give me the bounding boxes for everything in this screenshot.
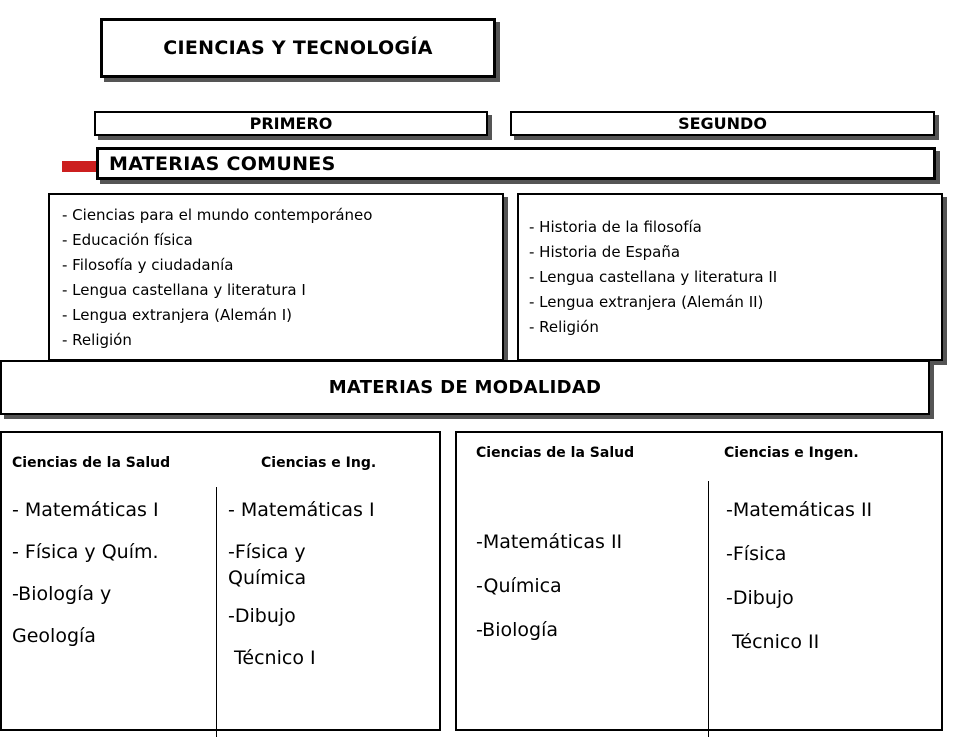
health-column-label: Ciencias de la Salud	[476, 445, 635, 461]
list-item: -Matemáticas II	[476, 531, 623, 553]
list-item: - Lengua extranjera (Alemán I)	[62, 306, 292, 324]
modality-second-panel	[455, 431, 943, 731]
list-item: - Física y Quím.	[12, 541, 159, 563]
list-item: - Matemáticas I	[228, 499, 375, 521]
column-divider	[708, 481, 709, 737]
list-item: -Física	[726, 543, 787, 565]
list-item: Química	[228, 567, 307, 589]
list-item: - Filosofía y ciudadanía	[62, 256, 234, 274]
common-first-list	[48, 193, 504, 361]
list-item: - Religión	[62, 331, 132, 349]
list-item: - Ciencias para el mundo contemporáneo	[62, 206, 373, 224]
list-item: - Educación física	[62, 231, 193, 249]
common-subjects-heading: MATERIAS COMUNES	[96, 147, 936, 180]
list-item: -Dibujo	[228, 605, 296, 627]
list-item: -Matemáticas II	[726, 499, 873, 521]
health-subject-list	[12, 489, 159, 657]
list-item: - Religión	[529, 318, 599, 336]
list-item: Técnico II	[726, 631, 820, 653]
page-title: CIENCIAS Y TECNOLOGÍA	[100, 18, 496, 78]
list-item: - Lengua extranjera (Alemán II)	[529, 293, 764, 311]
engineering-subject-list	[228, 489, 375, 679]
list-item: -Biología y	[12, 583, 112, 605]
year-first-header: PRIMERO	[94, 111, 488, 136]
health-column-label: Ciencias de la Salud	[12, 455, 171, 471]
list-item: -Dibujo	[726, 587, 794, 609]
list-item: -Biología	[476, 619, 559, 641]
list-item: -Química	[476, 575, 562, 597]
engineering-column-label: Ciencias e Ingen.	[724, 445, 859, 461]
engineering-subject-list	[726, 488, 872, 664]
list-item: - Historia de España	[529, 243, 681, 261]
list-item: - Matemáticas I	[12, 499, 159, 521]
list-item: - Lengua castellana y literatura II	[529, 268, 778, 286]
modality-first-panel	[0, 431, 441, 731]
common-second-list	[517, 193, 943, 361]
column-divider	[216, 487, 217, 737]
modality-subjects-heading: MATERIAS DE MODALIDAD	[0, 360, 930, 415]
list-item: -Física y	[228, 541, 306, 563]
list-item: Técnico I	[228, 647, 316, 669]
list-item: - Historia de la filosofía	[529, 218, 702, 236]
year-second-header: SEGUNDO	[510, 111, 935, 136]
list-item: - Lengua castellana y literatura I	[62, 281, 306, 299]
engineering-column-label: Ciencias e Ing.	[261, 455, 377, 471]
list-item: Geología	[12, 625, 96, 647]
health-subject-list	[476, 520, 622, 652]
accent-mark	[62, 161, 96, 172]
